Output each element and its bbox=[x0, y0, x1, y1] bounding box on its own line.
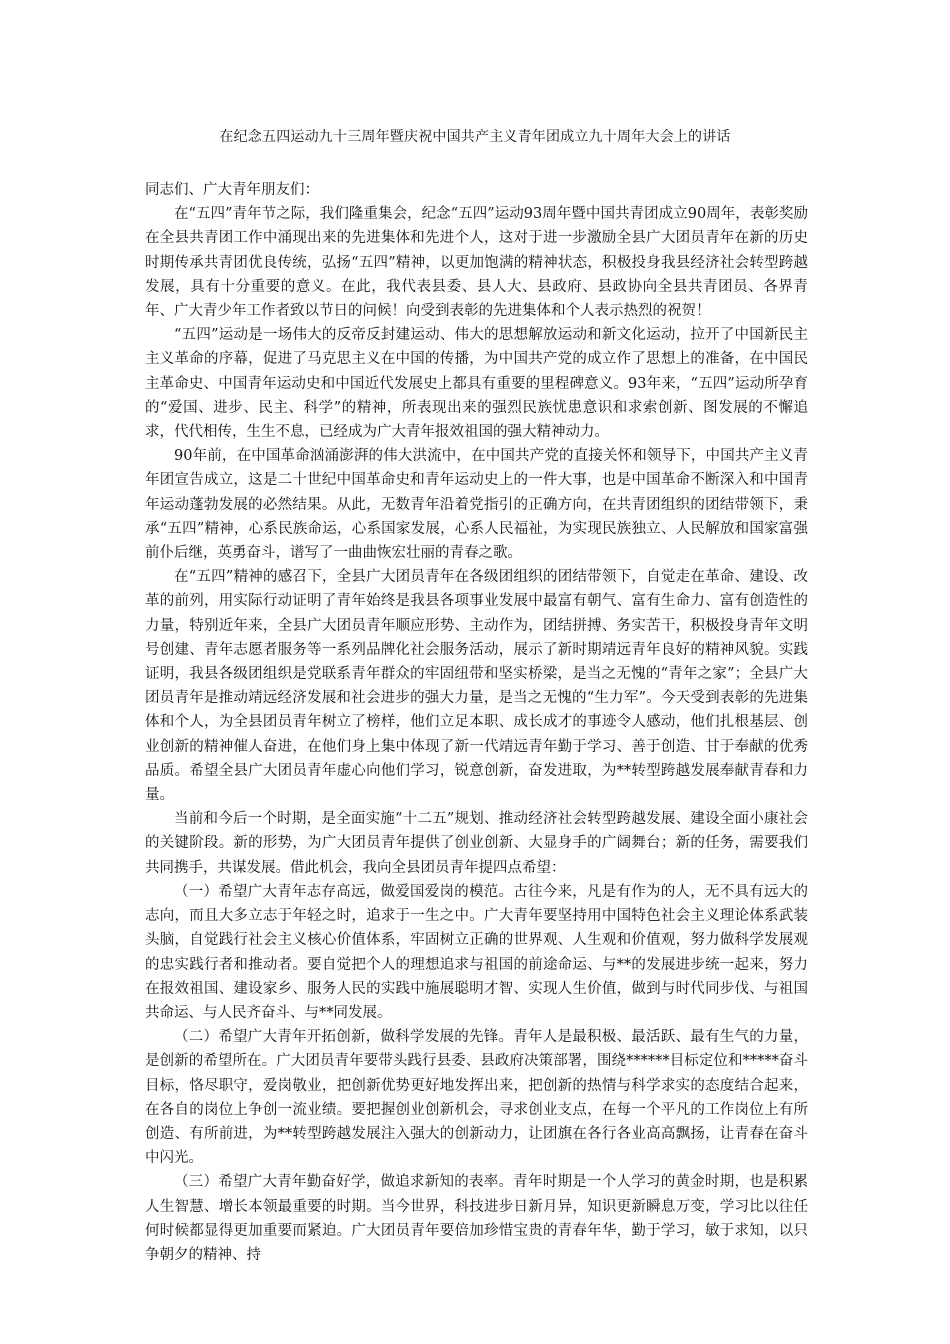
paragraph: （三）希望广大青年勤奋好学，做追求新知的表率。青年时期是一个人学习的黄金时期，也是积累人生智慧、增长本领最重要的时期。当今世界，科技进步日新月异，知识更新瞬息万变，学习比以往任何时候都显得更加重要而紧迫。广大团员青年要倍加珍惜宝贵的青春年华，勤于学习，敏于求知，以只争朝夕的精神、持 bbox=[145, 1174, 808, 1263]
paragraph: （一）希望广大青年志存高远，做爱国爱岗的模范。古往今来，凡是有作为的人，无不具有远大的志向，而且大多立志于年轻之时，追求于一生之中。广大青年要坚持用中国特色社会主义理论体系武装头脑，自觉践行社会主义核心价值体系，牢固树立正确的世界观、人生观和价值观，努力做科学发展观的忠实践行者和推动者。要自觉把个人的理想追求与祖国的前途命运、与**的发展进步统一起来，努力在报效祖国、建设家乡、服务人民的实践中施展聪明才智、实现人生价值，做到与时代同步伐、与祖国共命运、与人民齐奋斗、与**同发展。 bbox=[145, 883, 808, 1021]
salutation: 同志们、广大青年朋友们： bbox=[145, 182, 319, 198]
paragraph: 在“五四”精神的感召下，全县广大团员青年在各级团组织的团结带领下，自觉走在革命、建设、改革的前列，用实际行动证明了青年始终是我县各项事业发展中最富有朝气、富有生命力、富有创造性的力量，特别近年来，全县广大团员青年顺应形势、主动作为，团结拼搏、务实苦干，积极投身青年文明号创建、青年志愿者服务等一系列品牌化社会服务活动，展示了新时期靖远青年良好的精神风貌。实践证明，我县各级团组织是党联系青年群众的牢固纽带和坚实桥梁，是当之无愧的“青年之家”；全县广大团员青年是推动靖远经济发展和社会进步的强大力量，是当之无愧的“生力军”。今天受到表彰的先进集体和个人，为全县团员青年树立了榜样，他们立足本职、成长成才的事迹令人感动，他们扎根基层、创业创新的精神催人奋进，在他们身上集中体现了新一代靖远青年勤于学习、善于创造、甘于奉献的优秀品质。希望全县广大团员青年虚心向他们学习，锐意创新，奋发进取，为**转型跨越发展奉献青春和力量。 bbox=[145, 569, 808, 804]
paragraph: 90年前，在中国革命汹涌澎湃的伟大洪流中，在中国共产党的直接关怀和领导下，中国共产主义青年团宣告成立，这是二十世纪中国革命史和青年运动史上的一件大事，也是中国革命不断深入和中国青年运动蓬勃发展的必然结果。从此，无数青年沿着党指引的正确方向，在共青团组织的团结带领下，秉承“五四”精神，心系民族命运，心系国家发展，心系人民福祉，为实现民族独立、人民解放和国家富强前仆后继，英勇奋斗，谱写了一曲曲恢宏壮丽的青春之歌。 bbox=[145, 448, 808, 562]
paragraph: “五四”运动是一场伟大的反帝反封建运动、伟大的思想解放运动和新文化运动，拉开了中国新民主主义革命的序幕，促进了马克思主义在中国的传播，为中国共产党的成立作了思想上的准备，在中国民主革命史、中国青年运动史和中国近代发展史上都具有重要的里程碑意义。93年来，“五四”运动所孕育的“爱国、进步、民主、科学”的精神，所表现出来的强烈民族忧患意识和求索创新、图发展的不懈追求，代代相传，生生不息，已经成为广大青年报效祖国的强大精神动力。 bbox=[145, 327, 808, 441]
document-title: 在纪念五四运动九十三周年暨庆祝中国共产主义青年团成立九十周年大会上的讲话 bbox=[219, 129, 731, 145]
paragraph: 在“五四”青年节之际，我们隆重集会，纪念“五四”运动93周年暨中国共青团成立90周年，表彰奖励在全县共青团工作中涌现出来的先进集体和先进个人，这对于进一步激励全县广大团员青年在新的历史时期传承共青团优良传统，弘扬“五四”精神，以更加饱满的精神状态，积极投身我县经济社会转型跨越发展，具有十分重要的意义。在此，我代表县委、县人大、县政府、县政协向全县共青团员、各界青年、广大青少年工作者致以节日的问候！向受到表彰的先进集体和个人表示热烈的祝贺！ bbox=[145, 206, 808, 320]
document-body bbox=[145, 178, 808, 1267]
paragraph: （二）希望广大青年开拓创新，做科学发展的先锋。青年人是最积极、最活跃、最有生气的力量，是创新的希望所在。广大团员青年要带头践行县委、县政府决策部署，围绕******目标定位和*****奋斗目标，恪尽职守，爱岗敬业，把创新优势更好地发挥出来，把创新的热情与科学求实的态度结合起来，在各自的岗位上争创一流业绩。要把握创业创新机会，寻求创业支点，在每一个平凡的工作岗位上有所创造、有所前进，为**转型跨越发展注入强大的创新动力，让团旗在各行各业高高飘扬，让青春在奋斗中闪光。 bbox=[145, 1029, 808, 1167]
paragraph: 当前和今后一个时期，是全面实施“十二五”规划、推动经济社会转型跨越发展、建设全面小康社会的关键阶段。新的形势，为广大团员青年提供了创业创新、大显身手的广阔舞台；新的任务，需要我们共同携手，共谋发展。借此机会，我向全县团员青年提四点希望： bbox=[145, 811, 808, 876]
